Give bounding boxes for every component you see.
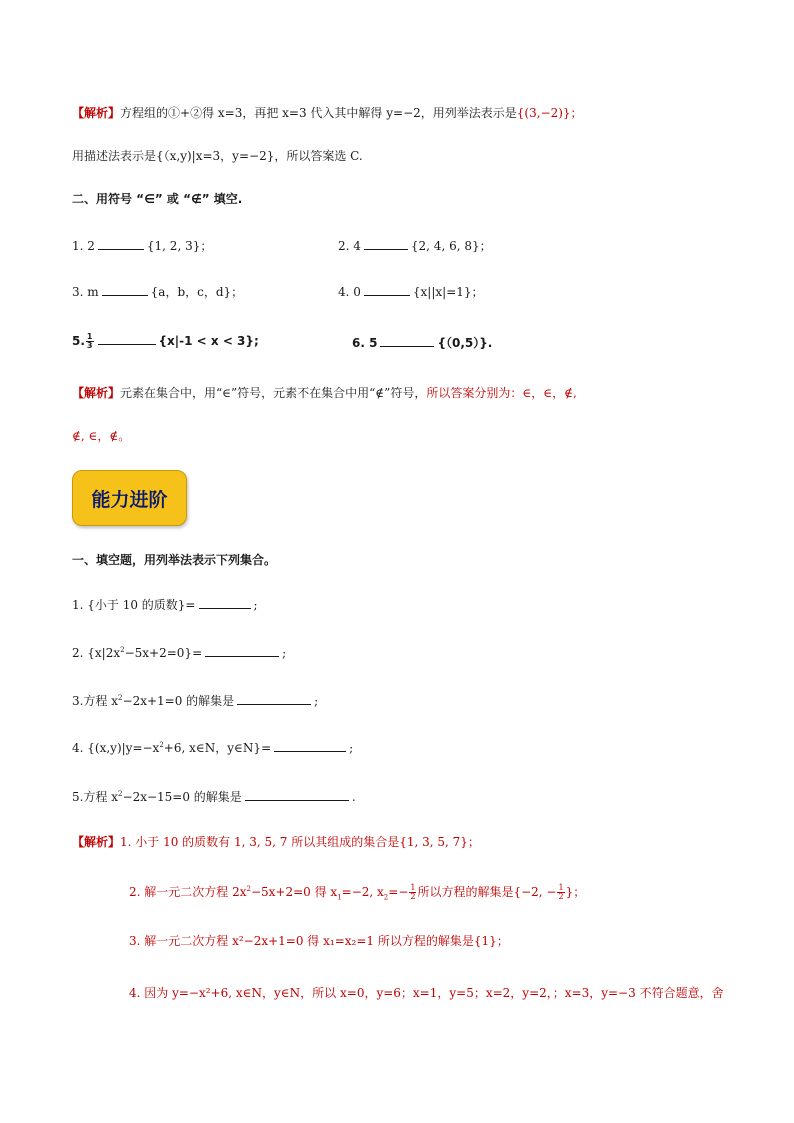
fill-question-5: 5.方程 $x^2-2x-15=0$ 的解集是 . <box>72 790 356 804</box>
section1-heading: 一、填空题，用列举法表示下列集合。 <box>72 553 277 567</box>
fill-question-3: 3.方程 $x^2-2x+1=0$ 的解集是 ; <box>72 694 319 708</box>
fraction: $\frac{1}{2}$ <box>410 883 416 901</box>
answer-blank <box>98 238 144 250</box>
advanced-section-badge: 能力进阶 <box>72 470 187 526</box>
section1-analysis-2: 2. 解一元二次方程 $2x^2-5x+2=0$ 得 $x_1=-2$, $x_2=-$ $\frac{1}{2}$ 所以方程的解集是{−2, − $\frac{1}{2}$ }； <box>129 883 586 902</box>
analysis-tag: 【解析】 <box>72 835 121 849</box>
fill-question-2: 2. $\{x|2x^2-5x+2=0\}=$ ; <box>72 646 287 660</box>
fraction: $\frac{1}{3}$ <box>86 332 93 350</box>
section1-analysis-4: 4. 因为 y=−x²+6, x∈N，y∈N，所以 x=0，y=6；x=1，y=5；x=2，y=2，；x=3，y=−3 不符合题意，舍 <box>129 986 724 1000</box>
section2-heading: 二、用符号 “∈” 或 “∉” 填空. <box>72 192 243 206</box>
answer-blank <box>274 740 346 752</box>
question-6: 6. 5 {（0,5）}. <box>352 336 493 350</box>
fill-question-4: 4. {$(x,y)|y=-x^2+6$, x∈N，y∈N}= ; <box>72 741 354 755</box>
answer-blank <box>364 284 410 296</box>
fill-question-1: 1. {小于 10 的质数}= ; <box>72 598 258 612</box>
answer-blank <box>199 597 251 609</box>
answer-blank <box>245 789 349 801</box>
analysis-tag: 【解析】 <box>72 386 121 400</box>
analysis-tag: 【解析】 <box>72 106 121 120</box>
answer-blank <box>380 335 434 347</box>
answer-blank <box>102 284 148 296</box>
answer-blank <box>205 645 279 657</box>
question-5: 5. $\frac{1}{3}$ {x|-1 < x < 3}; <box>72 332 259 350</box>
top-analysis-line-2: 用描述法表示是{（x,y)|x=3，y=−2}，所以答案选 C. <box>72 149 363 163</box>
section1-analysis-3: 3. 解一元二次方程 x²−2x+1=0 得 x₁=x₂=1 所以方程的解集是{1}； <box>129 934 509 948</box>
fraction: $\frac{1}{2}$ <box>558 883 564 901</box>
question-1: 1. 2 {1, 2, 3}； <box>72 239 213 253</box>
question-2: 2. 4 {2, 4, 6, 8}； <box>338 239 492 253</box>
question-4: 4. 0 {x||x|=1}； <box>338 285 484 299</box>
section2-analysis-line-1: 【解析】元素在集合中，用“∈”符号，元素不在集合中用“∉”符号，所以答案分别为：∈，∈，∉, <box>72 386 577 400</box>
section2-analysis-line-2: ∉, ∈，∉。 <box>72 429 131 443</box>
section1-analysis-1: 【解析】1. 小于 10 的质数有 1, 3, 5, 7 所以其组成的集合是{1, 3, 5, 7}； <box>72 835 480 849</box>
analysis-answer: {(3,−2)}； <box>516 106 583 120</box>
question-3: 3. m {a，b，c，d}； <box>72 285 244 299</box>
answer-blank <box>364 238 408 250</box>
top-analysis-line-1 <box>72 105 583 121</box>
answer-blank <box>98 333 156 345</box>
analysis-text: 方程组的①+②得 x=3，再把 x=3 代入其中解得 y=−2，用列举法表示是 <box>120 106 517 120</box>
answer-blank <box>237 693 311 705</box>
